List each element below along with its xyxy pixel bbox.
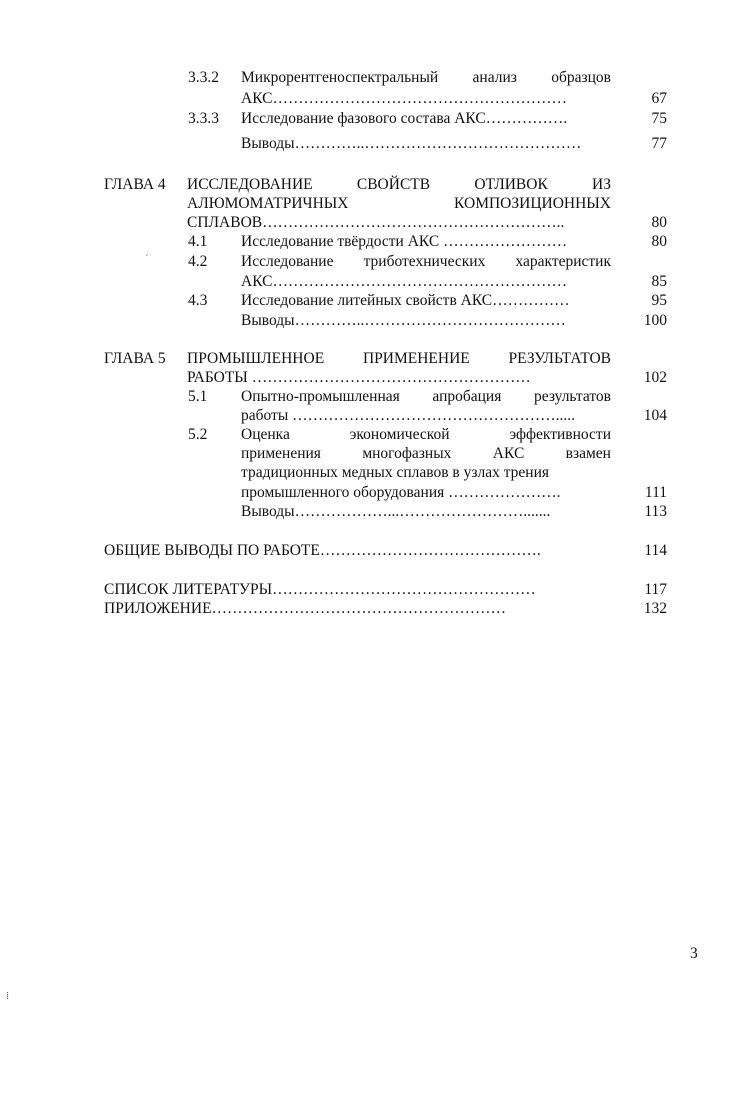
toc-page-4-1: 80 <box>651 233 667 250</box>
chapter-4-title-line2 <box>187 194 611 213</box>
toc-word: Исследование <box>241 253 334 270</box>
toc-page-5-1: 104 <box>643 407 667 424</box>
toc-page-general-conclusions: 114 <box>644 542 667 559</box>
toc-page-appendix: 132 <box>643 600 667 617</box>
scan-mark: ⁞ <box>6 990 10 1002</box>
toc-page-references: 117 <box>644 581 667 598</box>
chapter-5-title-line1 <box>187 349 611 368</box>
page-number: 3 <box>690 945 698 962</box>
toc-word: результатов <box>534 388 611 405</box>
toc-page-conclusions-ch4: 100 <box>643 312 667 329</box>
toc-page-3-3-2: 67 <box>651 90 667 107</box>
toc-page-4-2: 85 <box>651 273 667 290</box>
toc-word: ПРИМЕНЕНИЕ <box>362 350 470 367</box>
toc-word: апробация <box>432 388 502 405</box>
toc-word: Микрорентгеноспектральный <box>241 69 439 86</box>
toc-conclusions-ch5: Выводы………………...……………………....... <box>241 503 551 520</box>
toc-word: образцов <box>551 69 611 86</box>
toc-word: применения <box>241 445 321 462</box>
chapter-4-title-line1 <box>187 175 611 194</box>
toc-conclusions-ch3: Выводы…………..…………………………………… <box>241 135 582 152</box>
toc-num-3-3-2: 3.3.2 <box>188 69 219 86</box>
toc-word: РЕЗУЛЬТАТОВ <box>508 350 611 367</box>
toc-num-3-3-3: 3.3.3 <box>188 110 219 127</box>
chapter-5-title-line2: РАБОТЫ ……………………………………………… <box>187 369 531 386</box>
toc-word: анализ <box>472 69 517 86</box>
chapter-4-label: ГЛАВА 4 <box>104 176 166 193</box>
toc-entry-5-2-line4: промышленного оборудования …………………. <box>241 484 561 501</box>
toc-references: СПИСОК ЛИТЕРАТУРЫ…………………………………………… <box>104 581 536 598</box>
toc-word: ИССЛЕДОВАНИЕ <box>187 176 313 193</box>
toc-entry-3-3-2-cont: АКС………………………………………………… <box>241 90 567 107</box>
chapter-4-title-line3: СПЛАВОВ………………………………………………….. <box>187 214 565 231</box>
toc-num-4-2: 4.2 <box>188 253 208 270</box>
toc-entry-4-3: Исследование литейных свойств АКС…………… <box>241 292 570 309</box>
toc-page-chapter-4: 80 <box>651 214 667 231</box>
toc-word: экономической <box>349 426 450 443</box>
toc-word: АКС <box>492 445 525 462</box>
toc-word: взамен <box>565 445 611 462</box>
toc-word: ИЗ <box>592 176 611 193</box>
toc-page-4-3: 95 <box>651 292 667 309</box>
toc-general-conclusions: ОБЩИЕ ВЫВОДЫ ПО РАБОТЕ……………………………………. <box>104 542 541 559</box>
toc-word: ПРОМЫШЛЕННОЕ <box>187 350 325 367</box>
toc-word: Опытно-промышленная <box>241 388 400 405</box>
toc-entry-4-2-cont: АКС………………………………………………… <box>241 273 567 290</box>
toc-num-5-2: 5.2 <box>188 426 208 443</box>
toc-num-4-1: 4.1 <box>188 233 208 250</box>
toc-entry-3-3-2-title <box>241 68 611 87</box>
toc-word: АЛЮМОМАТРИЧНЫХ <box>187 195 349 212</box>
toc-page-chapter-5: 102 <box>643 369 667 386</box>
toc-entry-5-2-line2 <box>241 444 611 463</box>
toc-word: СВОЙСТВ <box>356 176 431 193</box>
chapter-5-label: ГЛАВА 5 <box>104 350 166 367</box>
toc-entry-5-2-line3: традиционных медных сплавов в узлах трения <box>241 464 550 481</box>
toc-entry-4-1: Исследование твёрдости АКС …………………… <box>241 233 568 250</box>
toc-entry-5-1-cont: работы ……………………………………………..... <box>241 407 575 424</box>
toc-page-5-2: 111 <box>644 484 667 501</box>
scan-mark: ´ <box>145 253 149 265</box>
toc-entry-4-2-title <box>241 252 611 271</box>
toc-page-3-3-3: 75 <box>651 110 667 127</box>
toc-word: многофазных <box>362 445 452 462</box>
toc-word: эффективности <box>509 426 611 443</box>
toc-entry-5-1-title <box>241 387 611 406</box>
toc-appendix: ПРИЛОЖЕНИЕ………………………………………………… <box>104 600 507 617</box>
toc-conclusions-ch4: Выводы…………..………………………………… <box>241 312 566 329</box>
toc-page-conclusions-ch5: 113 <box>644 503 667 520</box>
toc-word: триботехнических <box>363 253 486 270</box>
toc-num-5-1: 5.1 <box>188 388 208 405</box>
toc-word: характеристик <box>515 253 611 270</box>
toc-word: КОМПОЗИЦИОННЫХ <box>454 195 611 212</box>
toc-word: Оценка <box>241 426 290 443</box>
toc-entry-3-3-3: Исследование фазового состава АКС……………. <box>241 110 568 127</box>
toc-num-4-3: 4.3 <box>188 292 208 309</box>
toc-entry-5-2-line1 <box>241 425 611 444</box>
toc-word: ОТЛИВОК <box>474 176 548 193</box>
toc-page-conclusions-ch3: 77 <box>651 135 667 152</box>
